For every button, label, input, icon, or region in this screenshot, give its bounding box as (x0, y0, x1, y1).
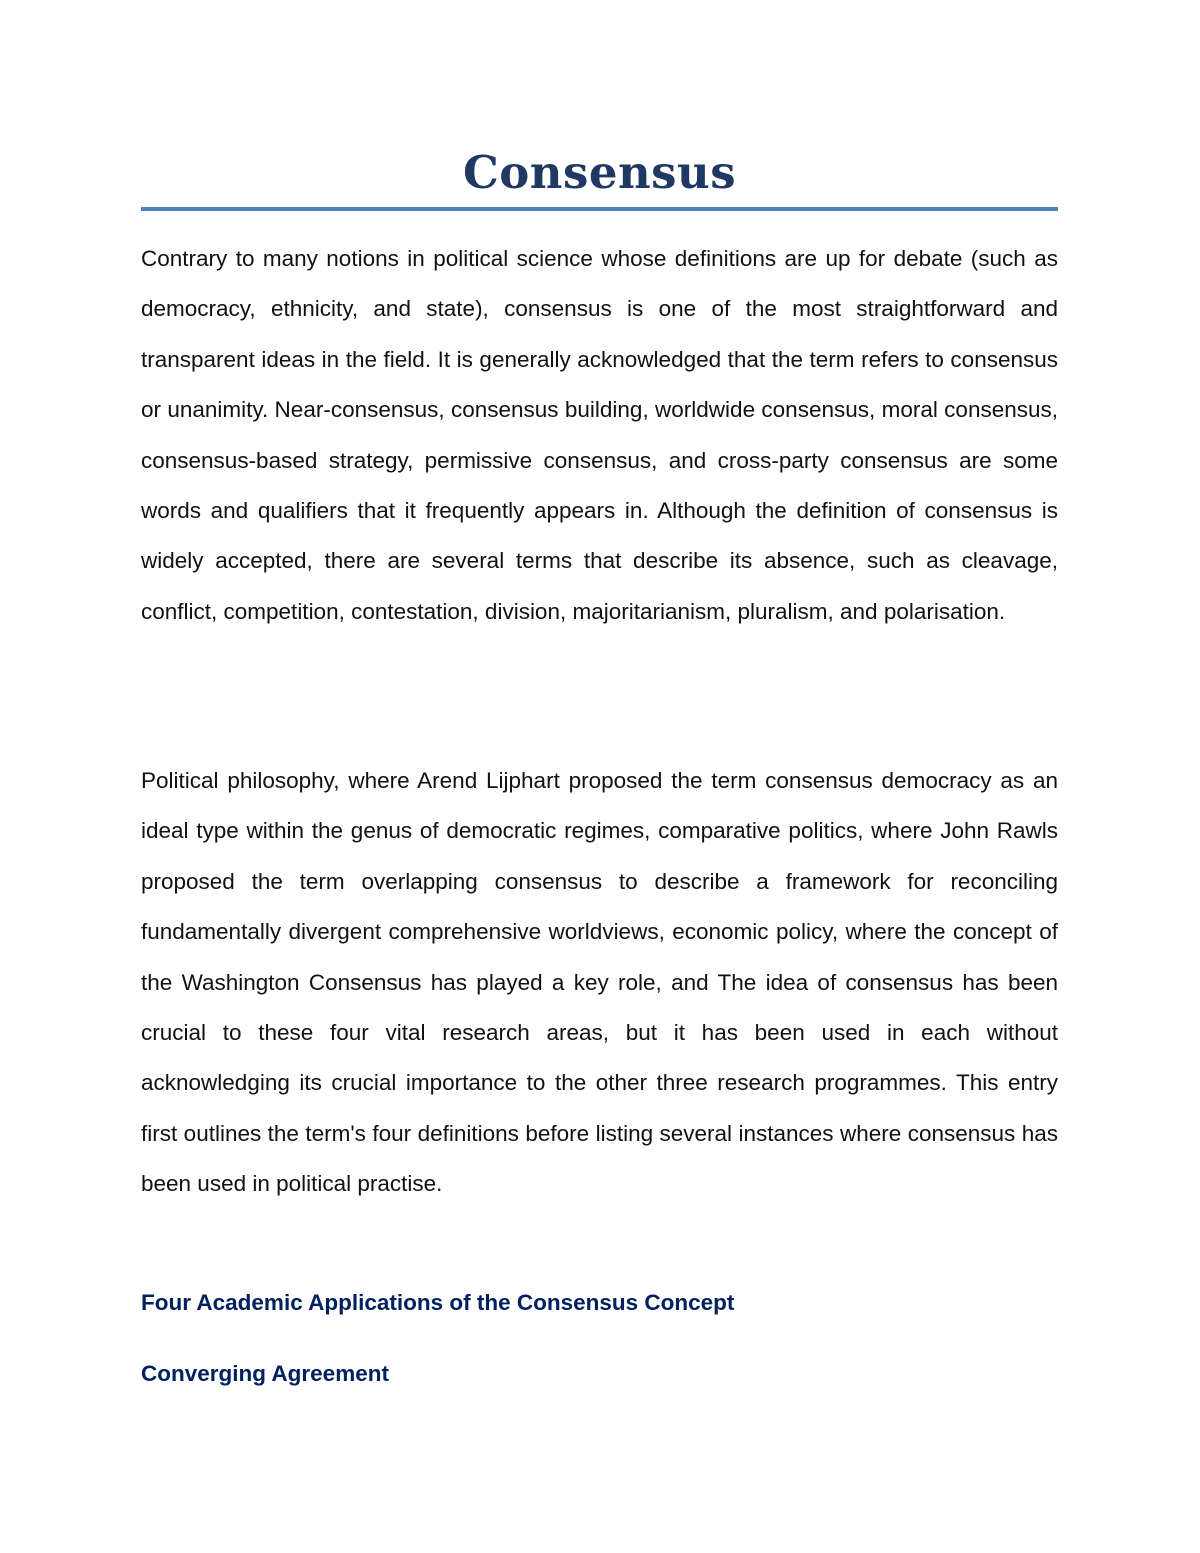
body-paragraph-2: Political philosophy, where Arend Lijphart proposed the term consensus democracy as an ideal type within the genus of democratic regimes, comparative politics, where John Rawls proposed the term overlapping consensus to describe a framework for reconciling fundamentally divergent comprehensive worldviews, economic policy, where the concept of the Washington Consensus has played a key role, and The idea of consensus has been crucial to these four vital research areas, but it has been used in each without acknowledging its crucial importance to the other three research programmes. This entry first outlines the term's four definitions before listing several instances where consensus has been used in political practise. (141, 768, 1058, 1197)
section-heading: Four Academic Applications of the Consensus Concept (141, 1290, 735, 1315)
body-paragraph-1: Contrary to many notions in political science whose definitions are up for debate (such as democracy, ethnicity, and state), consensus is one of the most straightforward and transparent ideas in the field. It is generally acknowledged that the term refers to consensus or unanimity. Near-consensus, consensus building, worldwide consensus, moral consensus, consensus-based strategy, permissive consensus, and cross-party consensus are some words and qualifiers that it frequently appears in. Although the definition of consensus is widely accepted, there are several terms that describe its absence, such as cleavage, conflict, competition, contestation, division, majoritarianism, pluralism, and polarisation. (141, 246, 1058, 624)
document-title: Consensus (462, 146, 737, 199)
subsection-heading: Converging Agreement (141, 1361, 389, 1386)
title-underline-rule (141, 207, 1058, 211)
